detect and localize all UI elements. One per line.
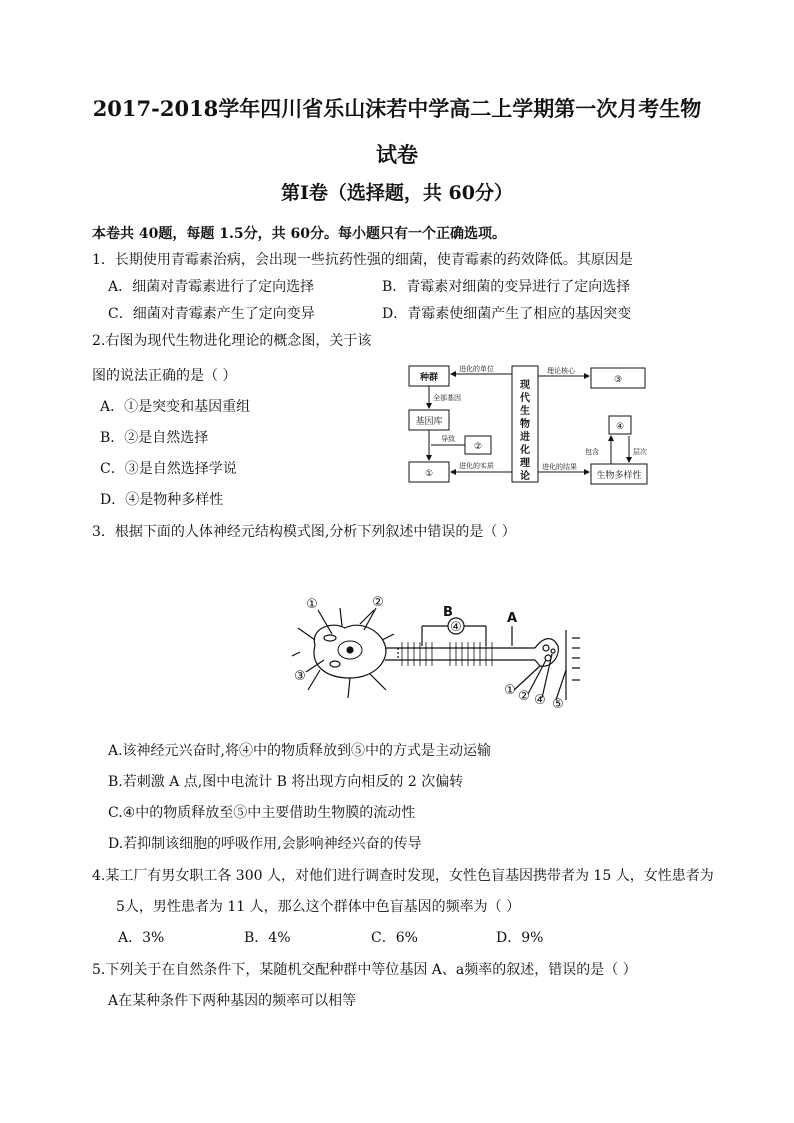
q1-option-b: B．青霉素对细菌的变异进行了定向选择 bbox=[382, 279, 631, 295]
q2-option-a: A．①是突变和基因重组 bbox=[100, 399, 251, 415]
q1-stem: 1．长期使用青霉素治病，会出现一些抗药性强的细菌，使青霉素的药效降低。其原因是 bbox=[92, 252, 633, 268]
node-4: ④ bbox=[615, 422, 625, 432]
q4-option-c: C．6% bbox=[371, 930, 418, 946]
neuron-label: ② bbox=[518, 689, 530, 704]
q1-option-a: A．细菌对青霉素进行了定向选择 bbox=[108, 279, 315, 295]
section-title: 第Ⅰ卷（选择题，共 60分） bbox=[281, 182, 513, 204]
center-char: 代 bbox=[520, 393, 530, 404]
center-char: 物 bbox=[520, 419, 530, 430]
point-a-label: A bbox=[506, 611, 518, 626]
q2-stem-line1: 2.右图为现代生物进化理论的概念图，关于该 bbox=[92, 333, 372, 349]
node-1: ① bbox=[424, 469, 434, 479]
neuron-label: ① bbox=[306, 597, 318, 612]
node-2: ② bbox=[473, 442, 483, 452]
edge-unit: 进化的单位 bbox=[459, 365, 494, 373]
node-population: 种群 bbox=[419, 373, 439, 383]
edge-result: 进化的结果 bbox=[542, 463, 577, 471]
neuron-label: ① bbox=[504, 683, 516, 698]
node-genepool: 基因库 bbox=[415, 417, 443, 427]
q3-option-d: D.若抑制该细胞的呼吸作用,会影响神经兴奋的传导 bbox=[108, 836, 422, 852]
evolution-concept-map bbox=[405, 360, 655, 488]
neuron-label: ④ bbox=[534, 693, 546, 708]
edge-essence: 进化的实质 bbox=[459, 462, 494, 470]
center-char: 进 bbox=[520, 432, 530, 443]
galvanometer-label: B bbox=[443, 605, 453, 620]
center-char: 理 bbox=[520, 458, 530, 469]
paper-title-line1: 2017-2018学年四川省乐山沫若中学高二上学期第一次月考生物 bbox=[92, 96, 702, 121]
neuron-label: ④ bbox=[450, 620, 462, 635]
edge-core: 理论核心 bbox=[547, 367, 575, 375]
q4-stem-line1: 4.某工厂有男女职工各 300 人，对他们进行调查时发现，女性色盲基因携带者为 15 人，女性患者为 bbox=[92, 868, 714, 884]
q5-option-a: A在某种条件下两种基因的频率可以相等 bbox=[108, 993, 357, 1009]
q4-option-a: A．3% bbox=[118, 930, 165, 946]
paper-title-line2: 试卷 bbox=[376, 142, 418, 167]
q2-option-d: D．④是物种多样性 bbox=[100, 492, 224, 508]
node-3: ③ bbox=[613, 375, 623, 385]
q3-option-a: A.该神经元兴奋时,将④中的物质释放到⑤中的方式是主动运输 bbox=[108, 743, 492, 759]
instructions: 本卷共 40题，每题 1.5分，共 60分。每小题只有一个正确选项。 bbox=[92, 226, 506, 242]
edge-levels: 层次 bbox=[633, 448, 647, 456]
q4-option-d: D．9% bbox=[496, 930, 544, 946]
q3-stem: 3．根据下面的人体神经元结构模式图,分析下列叙述中错误的是（ ） bbox=[92, 524, 516, 540]
q4-stem-line2: 5人，男性患者为 11 人，那么这个群体中色盲基因的频率为（ ） bbox=[116, 899, 521, 915]
q1-option-c: C．细菌对青霉素产生了定向变异 bbox=[108, 306, 315, 322]
edge-allgenes: 全部基因 bbox=[433, 394, 461, 402]
q2-stem-line2: 图的说法正确的是（ ） bbox=[92, 368, 237, 384]
node-diversity: 生物多样性 bbox=[596, 471, 642, 481]
q2-option-b: B．②是自然选择 bbox=[100, 430, 209, 446]
neuron-diagram bbox=[290, 590, 590, 720]
q2-option-c: C．③是自然选择学说 bbox=[100, 461, 237, 477]
q3-option-c: C.④中的物质释放至⑤中主要借助生物膜的流动性 bbox=[108, 805, 416, 821]
center-char: 论 bbox=[520, 471, 530, 482]
edge-leads: 导致 bbox=[441, 435, 455, 443]
neuron-label: ③ bbox=[294, 669, 306, 684]
neuron-label: ⑤ bbox=[552, 697, 564, 712]
q3-option-b: B.若刺激 A 点,图中电流计 B 将出现方向相反的 2 次偏转 bbox=[108, 774, 464, 790]
center-char: 化 bbox=[520, 445, 530, 456]
center-char: 生 bbox=[520, 406, 530, 417]
q1-option-d: D．青霉素使细菌产生了相应的基因突变 bbox=[382, 306, 632, 322]
neuron-label: ② bbox=[372, 595, 384, 610]
edge-include: 包含 bbox=[585, 448, 599, 456]
q5-stem: 5.下列关于在自然条件下，某随机交配种群中等位基因 A、a频率的叙述，错误的是（ ） bbox=[92, 962, 637, 978]
center-char: 现 bbox=[520, 380, 530, 391]
q4-option-b: B．4% bbox=[244, 930, 291, 946]
